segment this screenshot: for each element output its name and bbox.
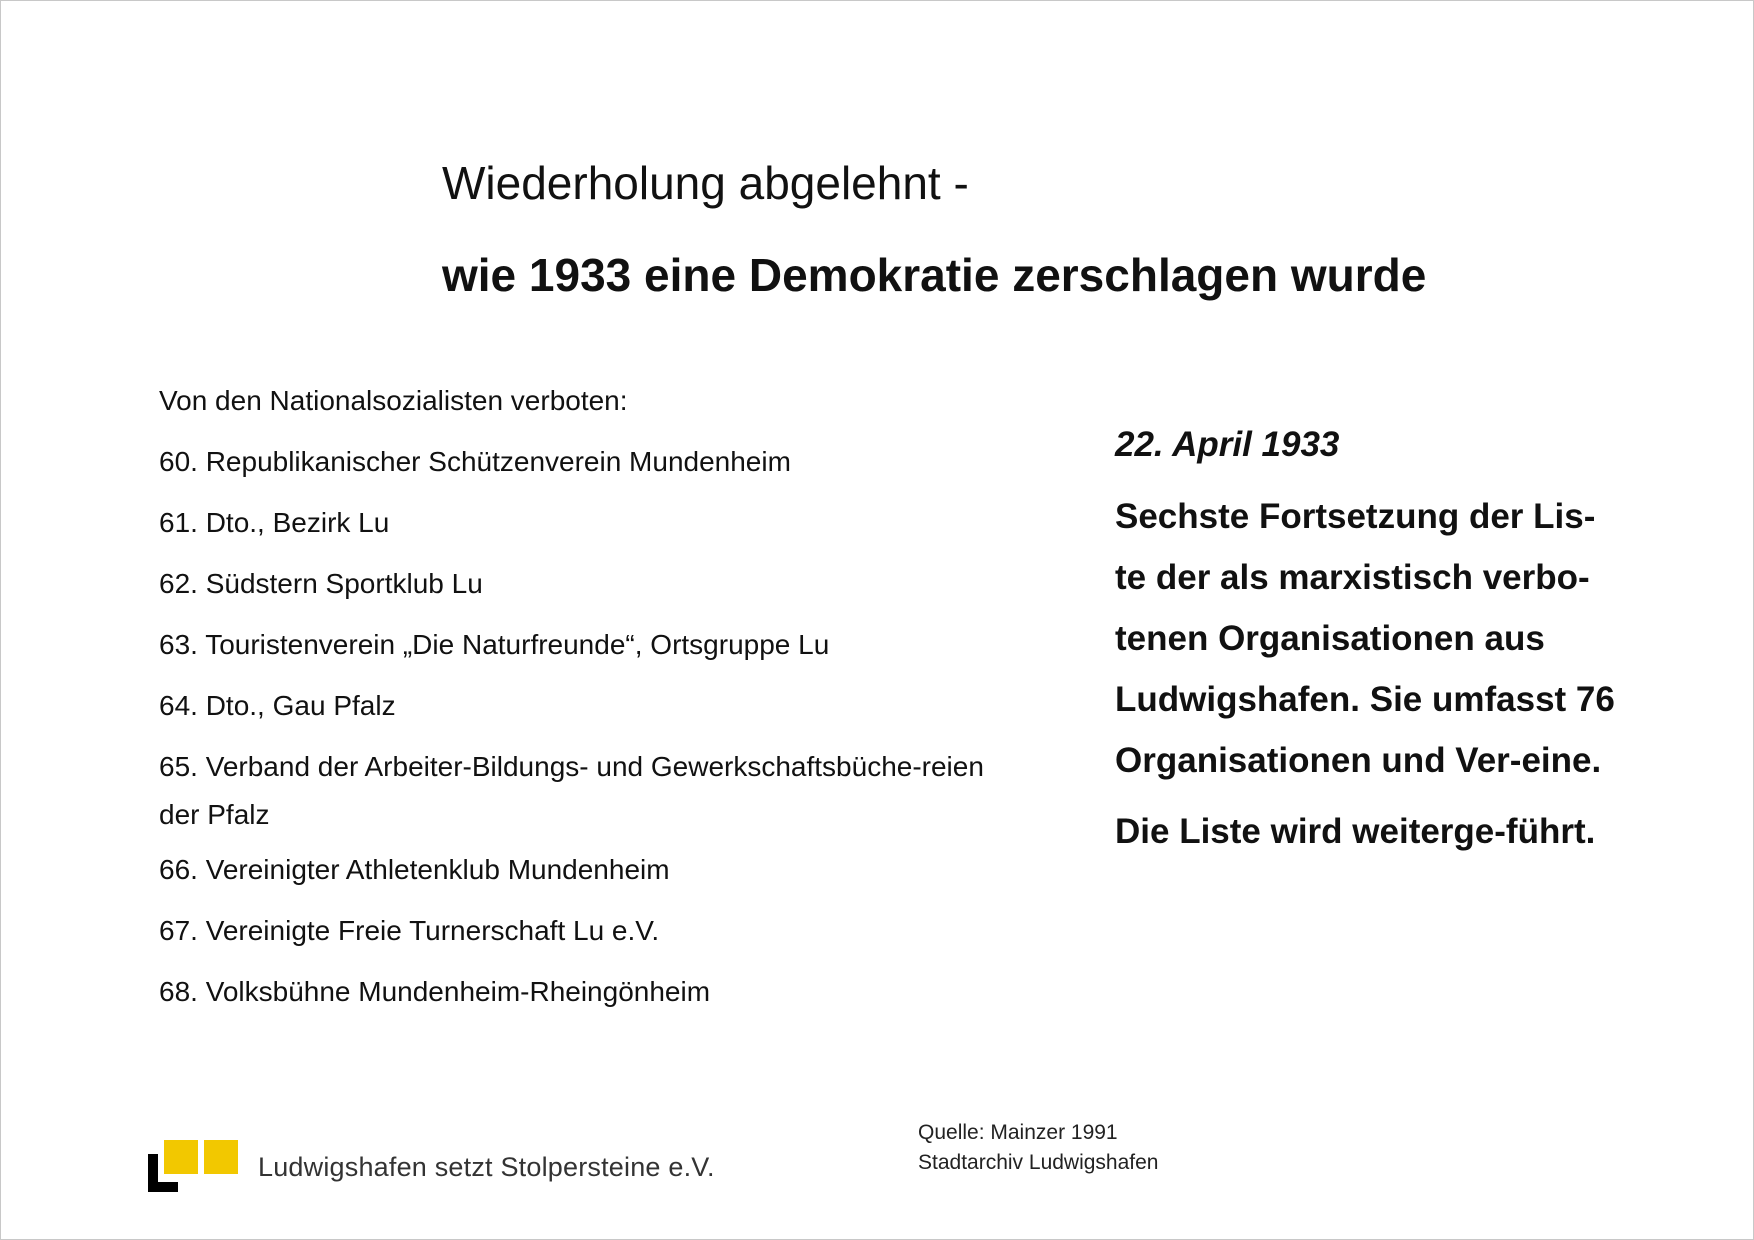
date-note (1115, 420, 1615, 872)
logo-letter-l-icon (148, 1182, 178, 1192)
list-item: 63. Touristenverein „Die Naturfreunde“, Ortsgruppe Lu (159, 629, 830, 660)
list-item: 65. Verband der Arbeiter-Bildungs- und Gewerkschaftsbüche-reien der Pfalz (159, 751, 984, 830)
organization-name: Ludwigshafen setzt Stolpersteine e.V. (258, 1152, 715, 1182)
list-item: 68. Volksbühne Mundenheim-Rheingönheim (159, 976, 711, 1007)
banned-organizations-list (159, 383, 1019, 1035)
list-item: 64. Dto., Gau Pfalz (159, 690, 396, 721)
list-item: 62. Südstern Sportklub Lu (159, 568, 483, 599)
page-title: Wiederholung abgelehnt - (442, 157, 969, 209)
list-item: 60. Republikanischer Schützenverein Mundenheim (159, 446, 791, 477)
list-item: 67. Vereinigte Freie Turnerschaft Lu e.V. (159, 915, 660, 946)
logo-square-icon (164, 1140, 198, 1174)
organization-list (159, 444, 1019, 1010)
list-item: 61. Dto., Bezirk Lu (159, 507, 390, 538)
stolpersteine-logo-icon (148, 1140, 240, 1192)
note-date: 22. April 1933 (1115, 425, 1340, 464)
list-intro: Von den Nationalsozialisten verboten: (159, 385, 628, 416)
note-paragraph-continued: Die Liste wird weiterge-führt. (1115, 812, 1596, 851)
source-citation (918, 1118, 1159, 1178)
page-subtitle: wie 1933 eine Demokratie zerschlagen wurde (442, 249, 1427, 301)
source-line: Quelle: Mainzer 1991 (918, 1121, 1118, 1144)
note-paragraph: Sechste Fortsetzung der Lis-te der als marxistisch verbo-tenen Organisationen aus Ludwigshafen. Sie umfasst 76 Organisationen und Ver-eine. (1115, 497, 1615, 780)
logo-square-icon (204, 1140, 238, 1174)
list-item: 66. Vereinigter Athletenklub Mundenheim (159, 854, 670, 885)
source-line: Stadtarchiv Ludwigshafen (918, 1151, 1159, 1174)
